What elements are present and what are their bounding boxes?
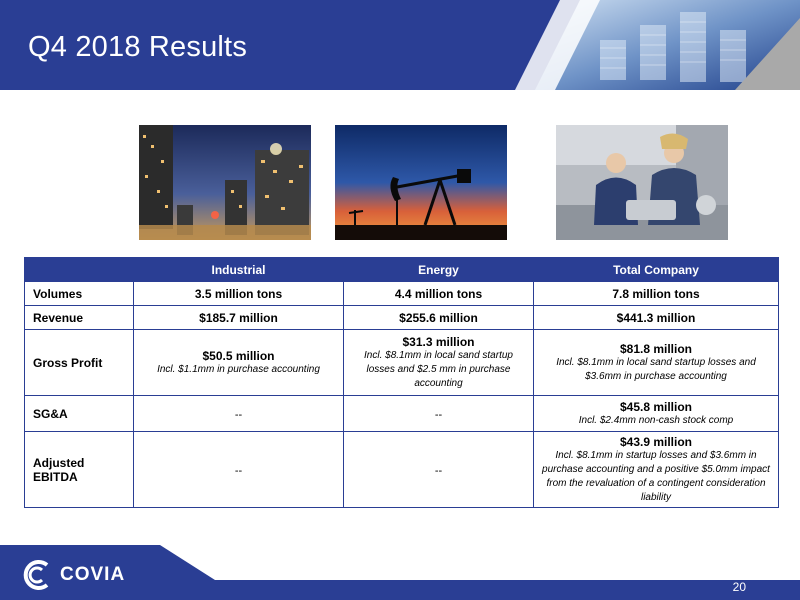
gross-profit-energy: $31.3 million	[402, 334, 475, 349]
gross-profit-industrial-note: Incl. $1.1mm in purchase accounting	[157, 363, 320, 375]
covia-c-icon	[20, 559, 54, 591]
logo-text: COVIA	[60, 564, 126, 585]
volumes-industrial: 3.5 million tons	[194, 286, 283, 301]
gross-profit-total: $81.8 million	[619, 341, 693, 356]
volumes-total: 7.8 million tons	[612, 286, 700, 301]
page-title: Q4 2018 Results	[28, 31, 248, 63]
table-row-volumes	[25, 282, 779, 306]
row-label-adjusted-ebitda-line1: Adjusted	[33, 455, 85, 470]
table-row-adjusted-ebitda	[25, 432, 779, 508]
row-label-volumes: Volumes	[25, 282, 134, 306]
covia-logo	[20, 559, 125, 591]
table-row-gross-profit	[25, 330, 779, 396]
column-header-energy: Energy	[344, 258, 534, 282]
city-skyline-photo	[139, 125, 311, 240]
slide-header	[0, 0, 800, 90]
page-number: 20	[732, 580, 746, 594]
adjusted-ebitda-total-note: Incl. $8.1mm in startup losses and $3.6mm in purchase accounting and a positive $5.0mm impact from the revaluation of a contingent consideration liability	[542, 449, 770, 503]
revenue-industrial: $185.7 million	[199, 310, 278, 325]
adjusted-ebitda-industrial: --	[234, 464, 243, 477]
results-table	[24, 257, 779, 508]
gross-profit-industrial: $50.5 million	[202, 348, 275, 363]
sga-industrial: --	[234, 408, 243, 421]
table-row-revenue	[25, 306, 779, 330]
row-label-sga: SG&A	[25, 396, 134, 432]
sga-total-note: Incl. $2.4mm non-cash stock comp	[578, 414, 734, 426]
sga-total: $45.8 million	[619, 399, 693, 414]
row-label-gross-profit: Gross Profit	[25, 330, 134, 396]
row-label-revenue: Revenue	[25, 306, 134, 330]
table-header-row	[25, 258, 779, 282]
row-label-adjusted-ebitda-line2: EBITDA	[33, 469, 78, 484]
volumes-energy: 4.4 million tons	[394, 286, 483, 301]
gross-profit-energy-note: Incl. $8.1mm in local sand startup losses and $2.5 mm in purchase accounting	[364, 349, 513, 389]
column-header-blank	[25, 258, 134, 282]
revenue-total: $441.3 million	[616, 310, 696, 325]
revenue-energy: $255.6 million	[399, 310, 478, 325]
column-header-total-company: Total Company	[534, 258, 779, 282]
table-row-sga	[25, 396, 779, 432]
adjusted-ebitda-energy: --	[434, 464, 443, 477]
sga-energy: --	[434, 408, 443, 421]
oil-pumpjack-photo	[335, 125, 507, 240]
adjusted-ebitda-total: $43.9 million	[619, 434, 693, 449]
lab-workers-photo	[556, 125, 728, 240]
gross-profit-total-note: Incl. $8.1mm in local sand startup losses and $3.6mm in purchase accounting	[556, 356, 756, 382]
column-header-industrial: Industrial	[134, 258, 344, 282]
row-label-adjusted-ebitda	[25, 432, 134, 508]
